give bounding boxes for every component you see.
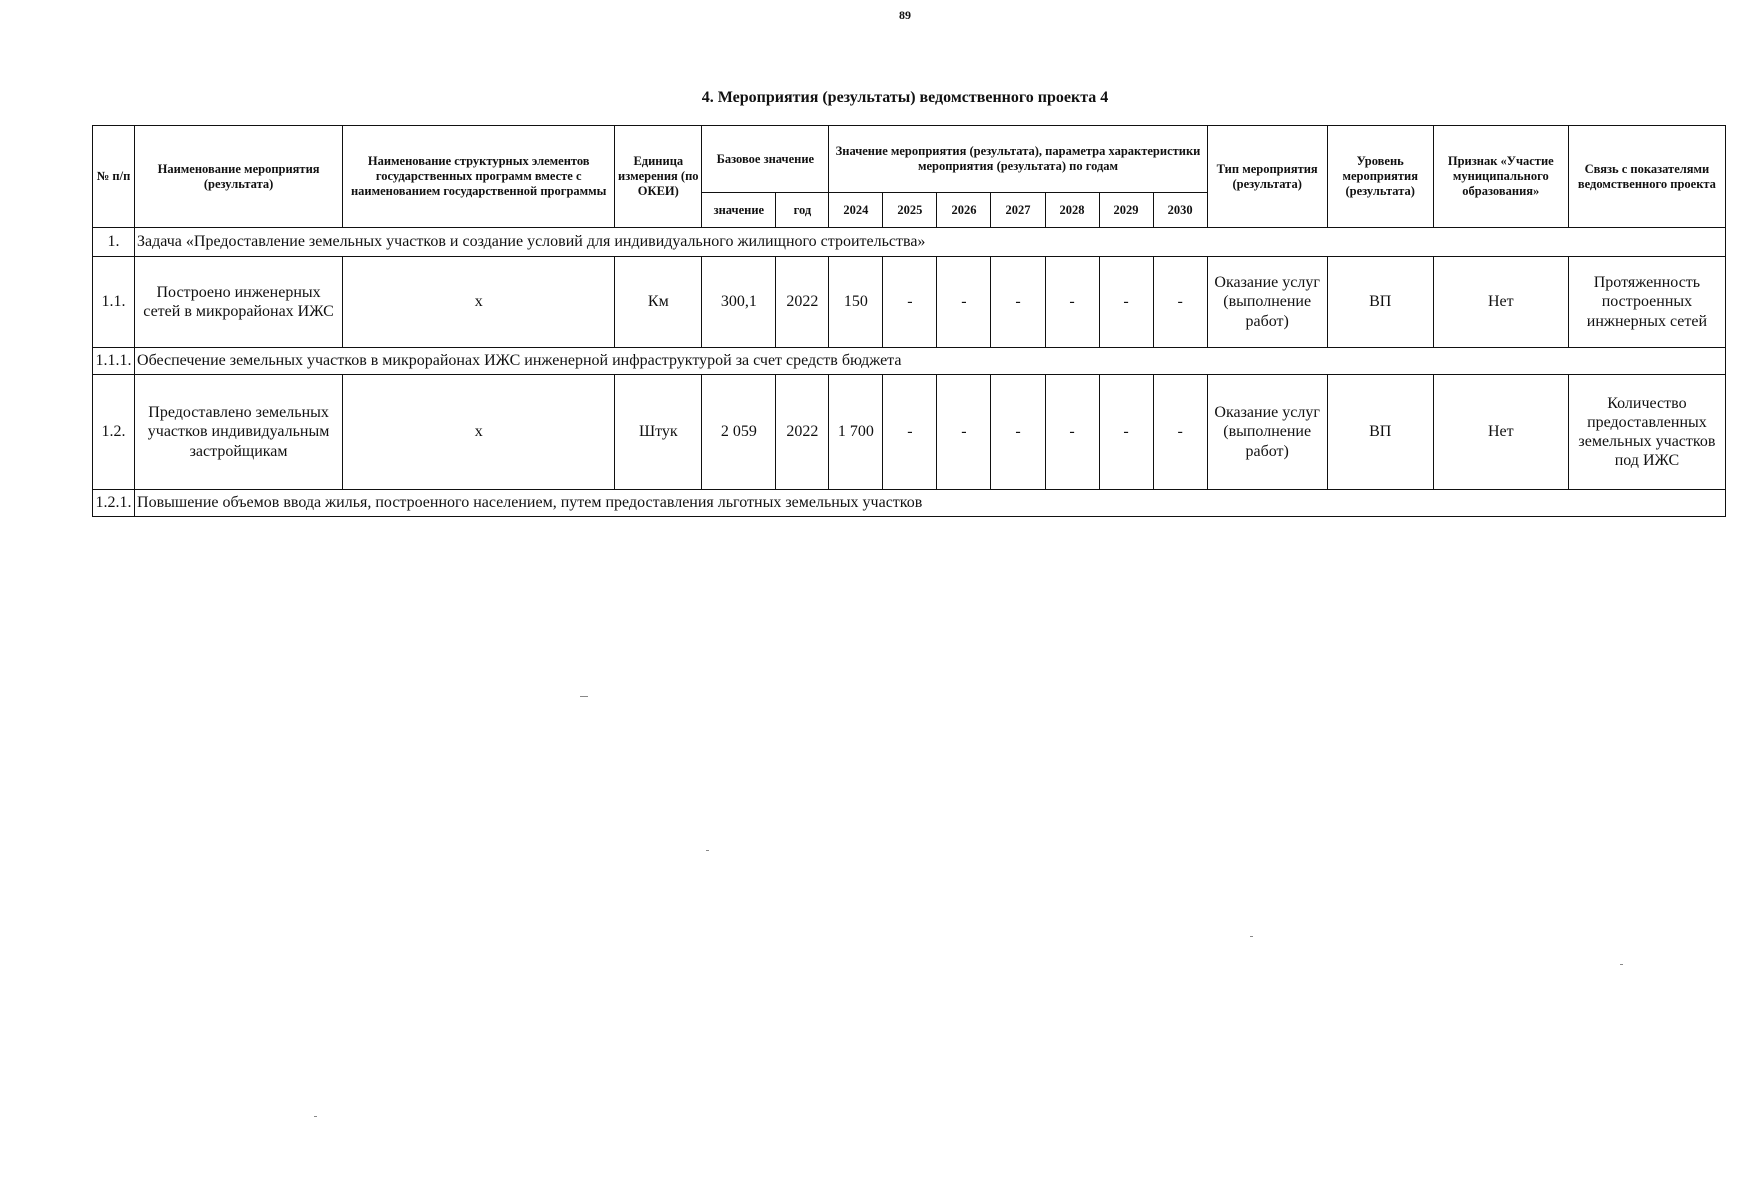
- row-year-value: -: [1045, 257, 1099, 348]
- task-row: [93, 228, 1726, 257]
- row-year-value: 150: [829, 257, 883, 348]
- subtask-row: [93, 348, 1726, 375]
- measures-table: [92, 125, 1726, 517]
- row-year-value: -: [1153, 375, 1207, 490]
- row-structural: х: [343, 257, 615, 348]
- row-year-value: -: [1153, 257, 1207, 348]
- scan-speck: [1620, 964, 1623, 965]
- row-year-value: -: [883, 375, 937, 490]
- header-year: 2028: [1045, 193, 1099, 228]
- header-base-value: значение: [702, 193, 776, 228]
- header-year: 2026: [937, 193, 991, 228]
- row-year-value: -: [1045, 375, 1099, 490]
- header-year: 2030: [1153, 193, 1207, 228]
- row-name: Предоставлено земельных участков индивидуальным застройщикам: [135, 375, 343, 490]
- subtask-num: 1.2.1.: [93, 490, 135, 517]
- header-year: 2029: [1099, 193, 1153, 228]
- row-base-year: 2022: [776, 257, 829, 348]
- row-type: Оказание услуг (выполнение работ): [1207, 375, 1327, 490]
- row-year-value: -: [1099, 257, 1153, 348]
- scan-speck: [314, 1116, 317, 1117]
- header-values: Значение мероприятия (результата), параметра характеристики мероприятия (результата) по годам: [829, 126, 1207, 193]
- task-text: Задача «Предоставление земельных участков и создание условий для индивидуального жилищного строительства»: [135, 228, 1726, 257]
- row-year-value: -: [937, 375, 991, 490]
- row-year-value: -: [1099, 375, 1153, 490]
- row-municipal: Нет: [1433, 375, 1568, 490]
- table-row: [93, 375, 1726, 490]
- subtask-num: 1.1.1.: [93, 348, 135, 375]
- row-level: ВП: [1327, 257, 1433, 348]
- scan-speck: [706, 850, 709, 851]
- row-structural: х: [343, 375, 615, 490]
- header-name: Наименование мероприятия (результата): [135, 126, 343, 228]
- row-link: Протяженность построенных инжнерных сетей: [1568, 257, 1725, 348]
- row-municipal: Нет: [1433, 257, 1568, 348]
- header-num: № п/п: [93, 126, 135, 228]
- document-title: 4. Мероприятия (результаты) ведомственного проекта 4: [701, 89, 1109, 106]
- header-year: 2027: [991, 193, 1045, 228]
- header-municipal: Признак «Участие муниципального образования»: [1433, 126, 1568, 228]
- header-base: Базовое значение: [702, 126, 829, 193]
- row-unit: Км: [615, 257, 702, 348]
- row-year-value: -: [883, 257, 937, 348]
- row-level: ВП: [1327, 375, 1433, 490]
- row-year-value: -: [991, 375, 1045, 490]
- scan-speck: [1250, 936, 1253, 937]
- header-type: Тип мероприятия (результата): [1207, 126, 1327, 228]
- row-base-value: 2 059: [702, 375, 776, 490]
- header-unit: Единица измерения (по ОКЕИ): [615, 126, 702, 228]
- row-year-value: -: [937, 257, 991, 348]
- row-type: Оказание услуг (выполнение работ): [1207, 257, 1327, 348]
- row-base-value: 300,1: [702, 257, 776, 348]
- row-unit: Штук: [615, 375, 702, 490]
- row-year-value: -: [991, 257, 1045, 348]
- header-level: Уровень мероприятия (результата): [1327, 126, 1433, 228]
- header-structural: Наименование структурных элементов государственных программ вместе с наименованием государственной программы: [343, 126, 615, 228]
- row-year-value: 1 700: [829, 375, 883, 490]
- header-year: 2024: [829, 193, 883, 228]
- subtask-text: Повышение объемов ввода жилья, построенного населением, путем предоставления льготных земельных участков: [135, 490, 1726, 517]
- table-row: [93, 257, 1726, 348]
- row-name: Построено инженерных сетей в микрорайонах ИЖС: [135, 257, 343, 348]
- subtask-text: Обеспечение земельных участков в микрорайонах ИЖС инженерной инфраструктурой за счет средств бюджета: [135, 348, 1726, 375]
- task-num: 1.: [93, 228, 135, 257]
- header-year: 2025: [883, 193, 937, 228]
- row-num: 1.1.: [93, 257, 135, 348]
- subtask-row: [93, 490, 1726, 517]
- row-link: Количество предоставленных земельных участков под ИЖС: [1568, 375, 1725, 490]
- row-base-year: 2022: [776, 375, 829, 490]
- row-num: 1.2.: [93, 375, 135, 490]
- page-number: 89: [899, 8, 911, 22]
- header-link: Связь с показателями ведомственного проекта: [1568, 126, 1725, 228]
- scan-speck: [580, 696, 588, 697]
- header-base-year: год: [776, 193, 829, 228]
